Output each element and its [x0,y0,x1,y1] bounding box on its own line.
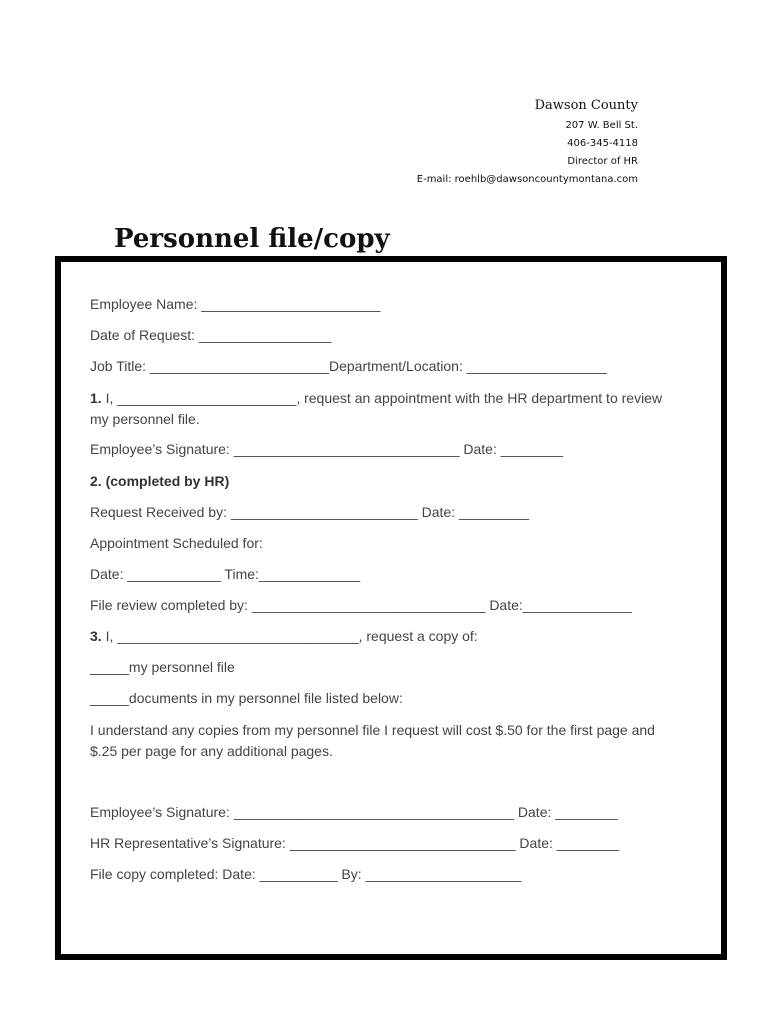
section-1-number: 1. [90,390,102,406]
employee-signature-1[interactable]: Employee’s Signature: _____________________________ Date: ________ [90,441,564,457]
option-documents[interactable]: _____documents in my personnel file listed below: [90,690,403,706]
employee-signature-2[interactable]: Employee’s Signature: ____________________________________ Date: ________ [90,804,618,820]
appointment-scheduled-label: Appointment Scheduled for: [90,535,263,551]
section-3-number: 3. [90,628,102,644]
section-3-request[interactable] [90,628,478,644]
request-received-field[interactable]: Request Received by: ________________________ Date: _________ [90,504,530,520]
department: Director of HR [567,156,638,167]
section-3-text: I, _______________________________, request a copy of: [101,628,478,644]
option-personnel-file[interactable]: _____my personnel file [90,659,235,675]
section-1-text: I, _______________________, request an appointment with the HR department to review my personnel file. [90,390,663,427]
appointment-date-time-field[interactable]: Date: ____________ Time:_____________ [90,566,361,582]
email: E-mail: roehlb@dawsoncountymontana.com [416,174,638,185]
section-2-heading: 2. (completed by HR) [90,473,230,489]
cost-note: I understand any copies from my personnel file I request will cost $.50 for the first page and $.25 per page for any additional pages. [90,722,655,759]
letterhead [417,98,638,189]
job-title-field[interactable]: Job Title: _______________________Department/Location: __________________ [90,358,607,374]
address: 207 W. Bell St. [565,120,638,131]
file-review-field[interactable]: File review completed by: ______________________________ Date:______________ [90,597,632,613]
org-name: Dawson County [534,98,638,113]
employee-name-field[interactable]: Employee Name: _______________________ [90,296,381,312]
section-1-request[interactable] [90,388,680,430]
file-copy-completed[interactable]: File copy completed: Date: __________ By: ____________________ [90,866,522,882]
phone: 406-345-4118 [567,138,638,149]
hr-signature[interactable]: HR Representative’s Signature: _____________________________ Date: ________ [90,835,620,851]
page-title: Personnel file/copy [114,224,390,254]
date-of-request-field[interactable]: Date of Request: _________________ [90,327,332,343]
